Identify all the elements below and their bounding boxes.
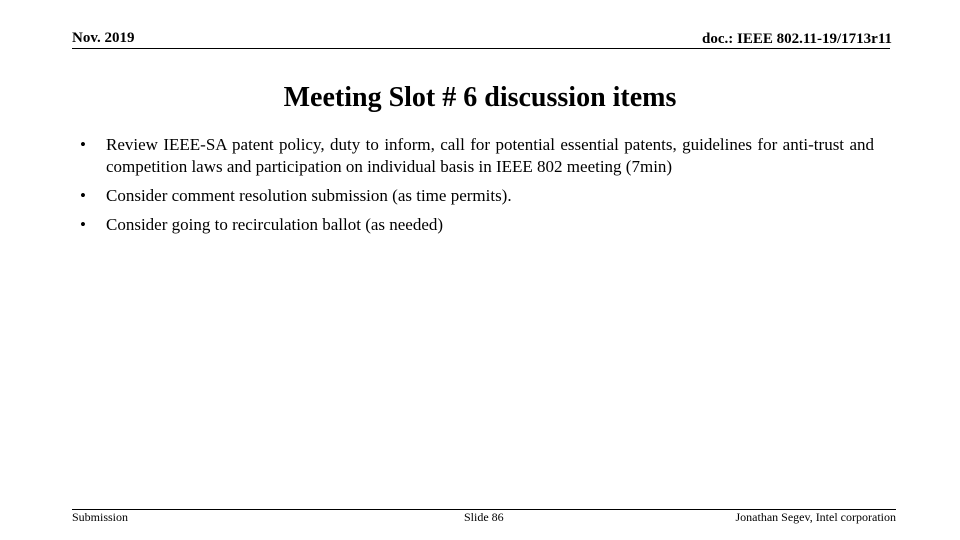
bullet-text: Consider going to recirculation ballot (as needed) (106, 215, 444, 234)
bullet-text: Review IEEE-SA patent policy, duty to inform, call for potential essential patents, guidelines for anti-trust and competition laws and participation on individual basis in IEEE 802 meeting (7min) (106, 135, 874, 176)
bullet-item (80, 134, 874, 178)
bullet-marker: • (80, 135, 86, 154)
bullet-item (80, 185, 874, 207)
footer-submission: Submission (72, 510, 129, 524)
footer-author: Jonathan Segev, Intel corporation (735, 510, 896, 524)
header-doc-id: doc.: IEEE 802.11-19/1713r11 (701, 31, 892, 47)
bullet-list (80, 134, 874, 243)
footer-slide-number: Slide 86 (464, 510, 504, 524)
bullet-item (80, 214, 874, 236)
slide-title-text: Meeting Slot # 6 discussion items (283, 82, 677, 113)
header-date: Nov. 2019 (72, 30, 135, 46)
bullet-text: Consider comment resolution submission (as time permits). (106, 186, 512, 205)
bullet-marker: • (80, 215, 86, 234)
bullet-marker: • (80, 186, 86, 205)
header-rule (72, 48, 890, 49)
slide-title (0, 80, 960, 116)
